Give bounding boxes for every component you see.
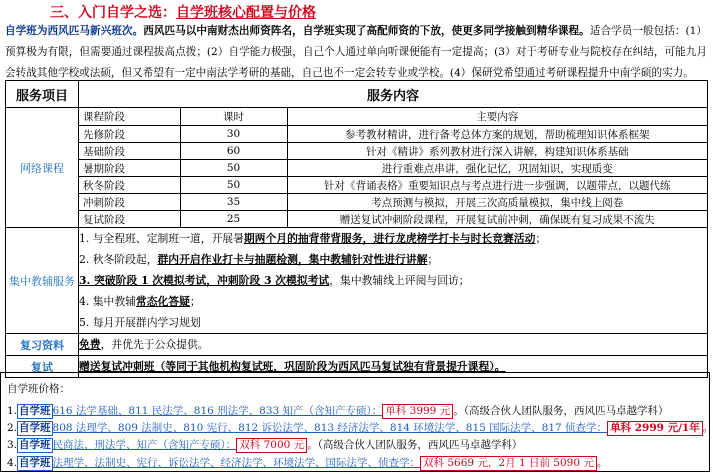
price-tag: 双科 5669 元，2月 1 日前 5090 元	[420, 456, 597, 471]
centralized-service-cell	[79, 228, 708, 334]
stage-content: 参考教材精讲，进行备考总体方案的规划，帮助梳理知识体系框架	[287, 126, 707, 143]
price-item: 1. 自学班 616 法学基础、811 民法学、816 刑法学、833 知产（含知产专硕）： 单科 3999 元 。（高级合伙人团队服务，西风匹马卓越学科）	[7, 405, 669, 417]
self-study-tag: 自学班	[19, 405, 51, 417]
retest-cell: 赠送复试冲刺班（等同于其他机构复试班，巩固阶段为西风匹马复试独有背景提升课程）。	[79, 356, 708, 378]
section-title	[50, 2, 316, 22]
intro-rest: 适合学员一般包括：(1）预算极为有限，但需要通过课程拔高点拨；(2）自学能力极强，自己个人通过单向听课便能有一定提高；(3）对于考研专业与院校存在纠结，可能九月会转战其他学校或法硕，但又希望有一定中南法学考研的基础，自己也不一定会转专业或学校。(4）保研党希望通过考研课程提升中南学硕的实力。	[5, 25, 708, 79]
stage-content: 进行重难点串讲，强化记忆，巩固知识，实现质变	[287, 160, 707, 177]
intro-lead: 自学班为西风匹马新兴班次。	[5, 25, 144, 37]
col-stage: 课程阶段	[79, 108, 180, 126]
stage-hours: 60	[180, 143, 287, 160]
intro-paragraph	[5, 21, 707, 84]
intro-bold: 西风匹马以中南财杰出师资阵名，自学班实现了高配师资的下放，使更多同学接触到精华课程。	[143, 25, 590, 37]
service-line-1: 1. 与全程班、定制班一道，开展暑期两个月的抽背带背服务，进行龙虎榜学打卡与时长竞赛活动；	[79, 232, 547, 245]
review-material-cell: 免费，并优先于公众提供。	[79, 334, 708, 356]
header-service-content: 服务内容	[79, 81, 708, 108]
title-highlight: 自学班核心配置与价格	[176, 5, 316, 21]
col-content: 主要内容	[287, 108, 707, 126]
service-line-4: 4. 集中教辅常态化答疑；	[79, 295, 201, 308]
table-row	[79, 211, 707, 228]
price-tag: 双科 7000 元	[236, 438, 307, 453]
price-item: 4. 自学班 法理学、法制史、宪行、诉讼法学、经济法学、环境法学、国际法学、侦查学： 双科 5669 元，2月 1 日前 5090 元 。	[7, 457, 608, 469]
service-line-5: 5. 每月开展群内学习规划	[79, 316, 201, 329]
price-item: 2. 自学班 808 法理学、809 法制史、810 宪行、812 诉讼法学、813 经济法学、814 环境法学、815 国际法学、817 侦查学： 单科 2999 元/1年 。	[7, 422, 713, 434]
stage-name: 基础阶段	[79, 143, 180, 160]
service-line-3: 3. 突破阶段 1 次模拟考试，冲刺阶段 3 次模拟考试，集中教辅线上评阅与回访；	[79, 274, 470, 287]
stage-content: 考点预测与模拟，开展三次高质量模拟，集中线上阅卷	[287, 194, 707, 211]
stage-hours: 50	[180, 177, 287, 194]
stage-name: 先修阶段	[79, 126, 180, 143]
stage-hours: 25	[180, 211, 287, 228]
network-course-label: 网络课程	[6, 108, 79, 228]
stage-name: 暑期阶段	[79, 160, 180, 177]
service-line-2: 2. 秋冬阶段起，群内开启作业打卡与抽题检测，集中教辅针对性进行讲解；	[79, 253, 439, 266]
stage-content: 针对《精讲》系列教材进行深入讲解，构建知识体系基础	[287, 143, 707, 160]
table-row	[79, 126, 707, 143]
stage-name: 秋冬阶段	[79, 177, 180, 194]
table-row	[79, 143, 707, 160]
price-item: 3. 自学班 民商法、刑法学、知产（含知产专硕）： 双科 7000 元 。（高级合伙人团队服务，西风匹马卓越学科）	[7, 439, 523, 451]
stage-name: 复试阶段	[79, 211, 180, 228]
header-service-item: 服务项目	[6, 81, 79, 108]
table-row	[79, 160, 707, 177]
col-hours: 课时	[180, 108, 287, 126]
self-study-tag: 自学班	[19, 439, 51, 451]
pricing-box	[0, 372, 713, 472]
centralized-service-label: 集中教辅服务	[6, 228, 79, 334]
course-stage-table	[79, 108, 707, 227]
price-tag: 单科 3999 元	[382, 404, 453, 419]
pricing-header: 自学班价格：	[7, 383, 70, 395]
title-prefix: 三、入门自学之选：	[50, 5, 176, 21]
table-row	[79, 177, 707, 194]
stage-content: 赠送复试冲刺阶段课程，开展复试前冲刺，确保既有复习成果不流失	[287, 211, 707, 228]
stage-hours: 50	[180, 160, 287, 177]
network-course-cell	[79, 108, 708, 228]
stage-content: 针对《背诵表格》重要知识点与考点进行进一步强调，以题带点，以题代练	[287, 177, 707, 194]
stage-hours: 35	[180, 194, 287, 211]
service-table	[5, 80, 708, 378]
review-material-label: 复习资料	[6, 334, 79, 356]
price-tag: 单科 2999 元/1年	[607, 421, 703, 436]
table-row	[79, 194, 707, 211]
self-study-tag: 自学班	[19, 457, 51, 469]
retest-label: 复试	[6, 356, 79, 378]
stage-name: 冲刺阶段	[79, 194, 180, 211]
stage-hours: 30	[180, 126, 287, 143]
self-study-tag: 自学班	[19, 422, 51, 434]
